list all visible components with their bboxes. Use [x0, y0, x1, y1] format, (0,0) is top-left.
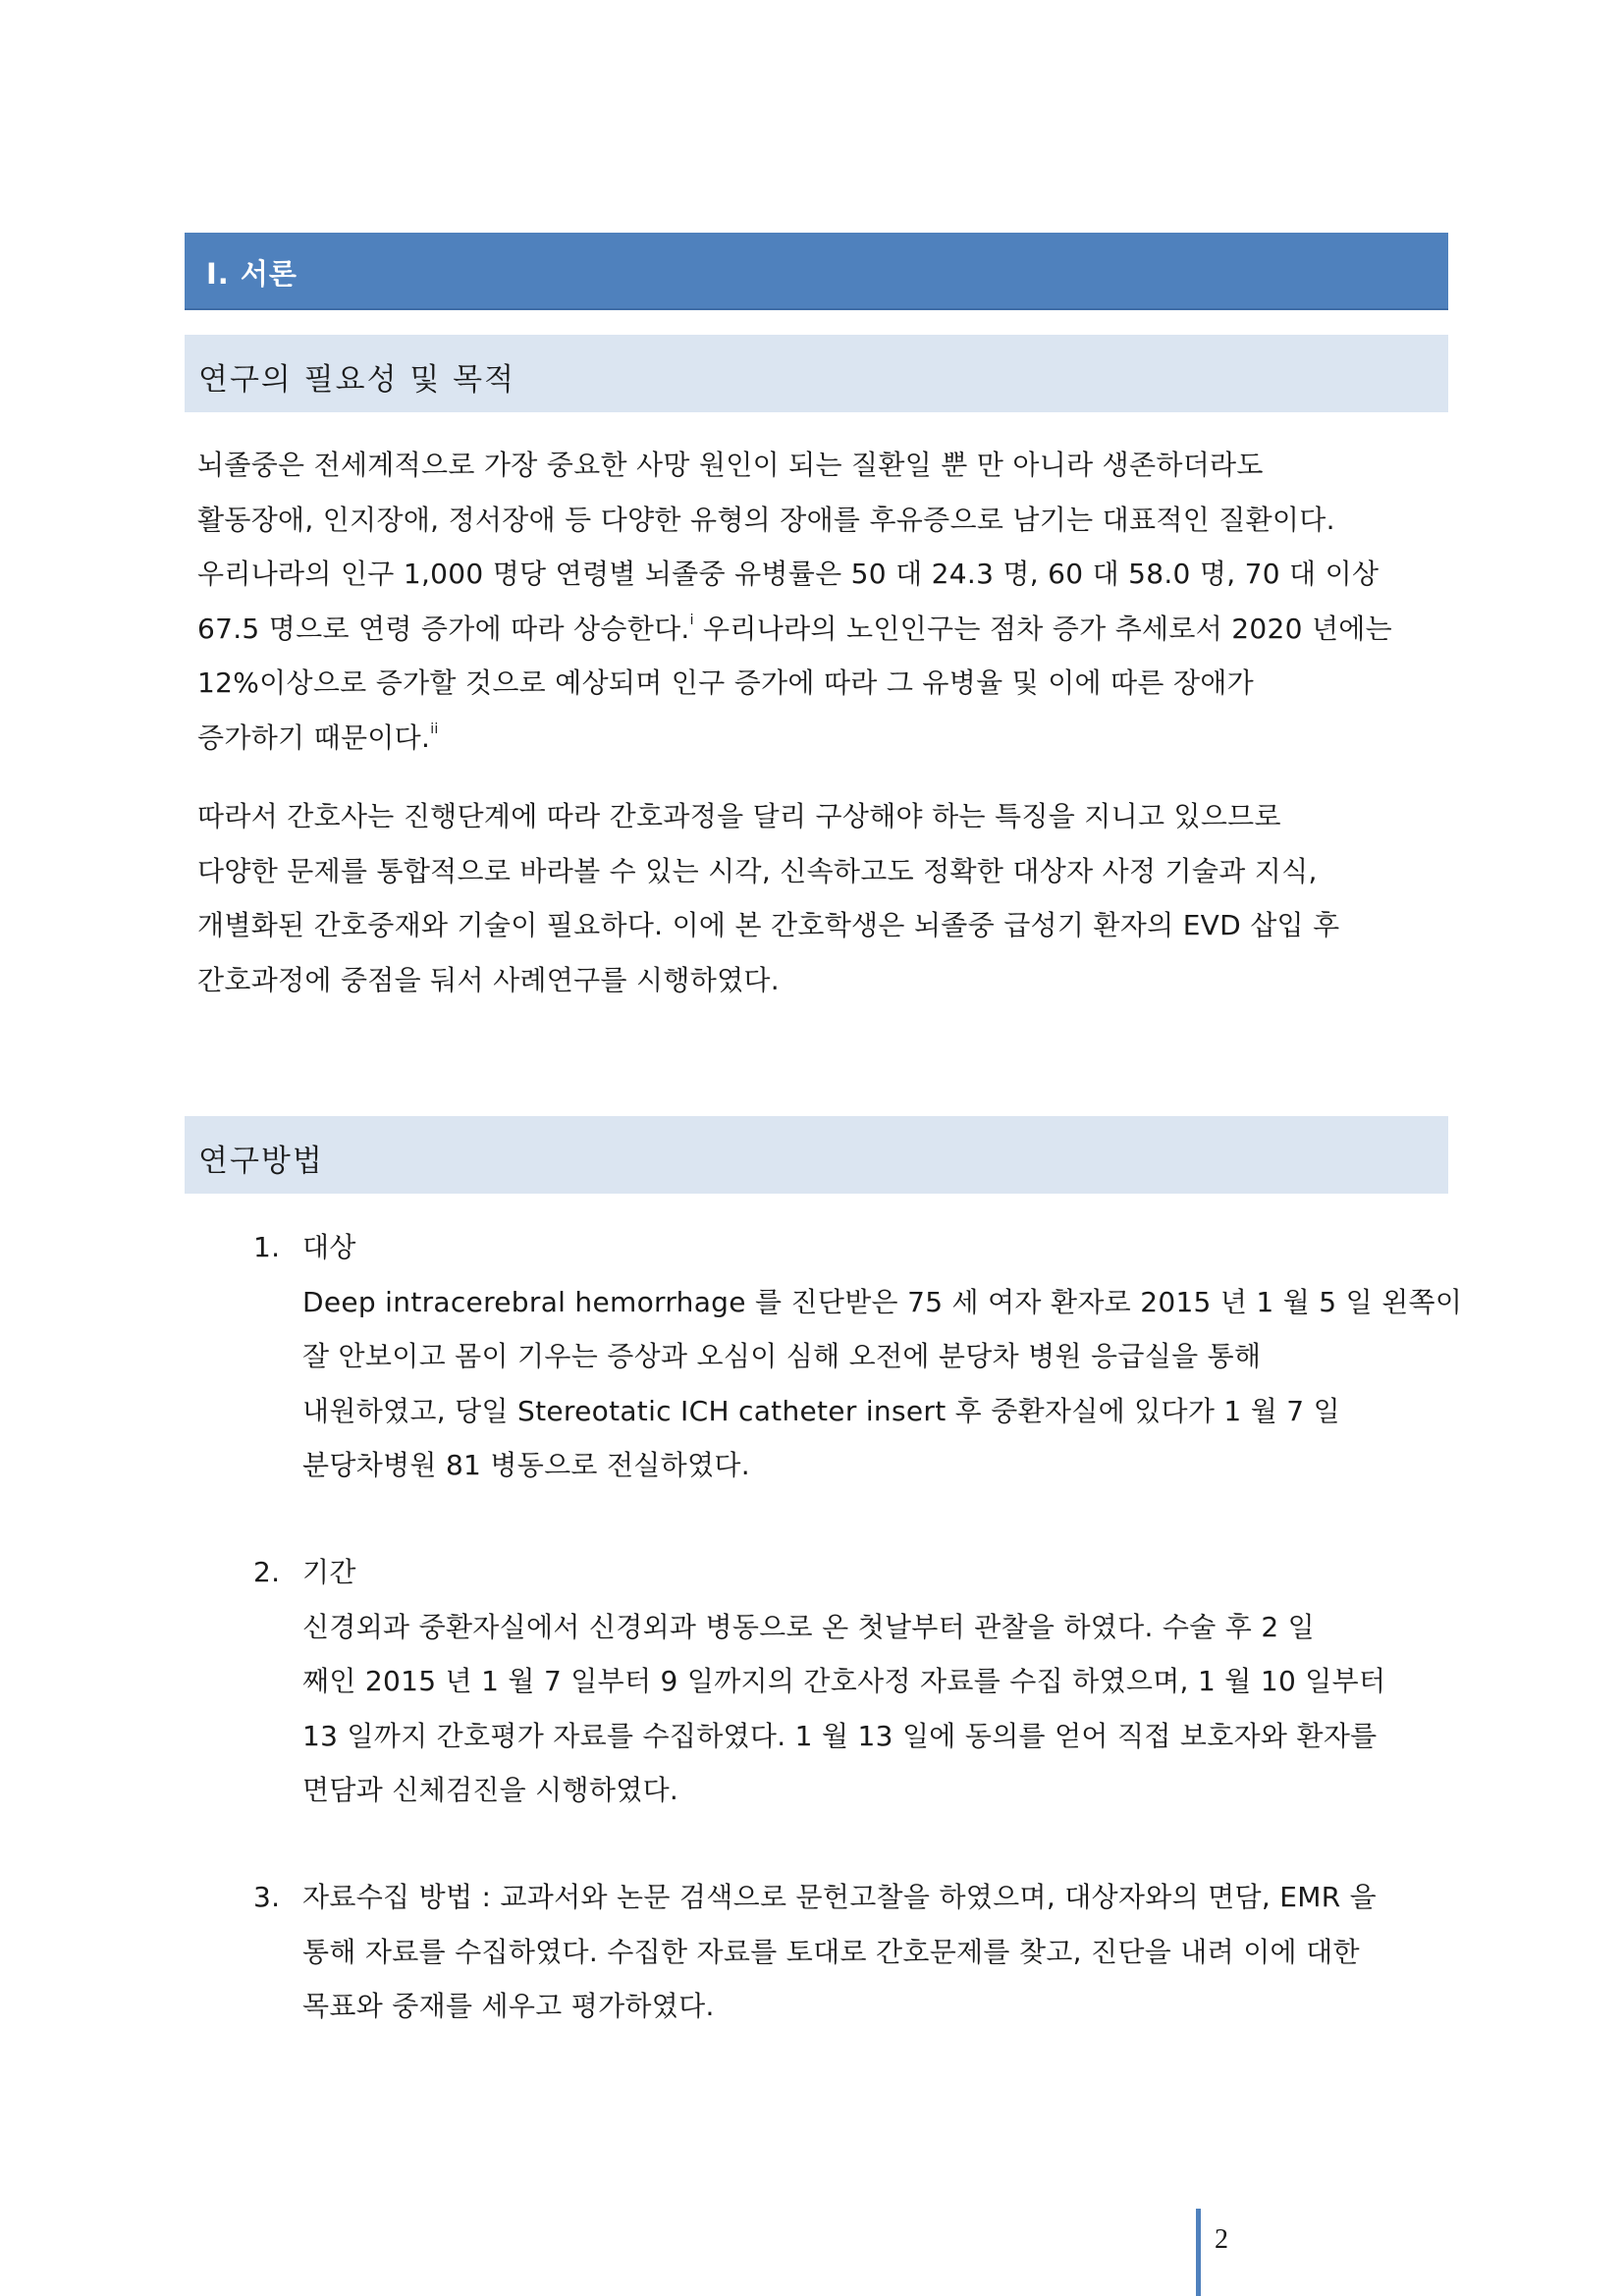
- text-line: 뇌졸중은 전세계적으로 가장 중요한 사망 원인이 되는 질환일 뿐 만 아니라 생존하더라도: [197, 449, 1264, 481]
- text-line: 13 일까지 간호평가 자료를 수집하였다. 1 월 13 일에 동의를 얻어 직접 보호자와 환자를: [302, 1719, 1378, 1752]
- text-line: 활동장애, 인지장애, 정서장애 등 다양한 유형의 장애를 후유증으로 남기는 대표적인 질환이다.: [197, 503, 1335, 536]
- text-line: 자료수집 방법 : 교과서와 논문 검색으로 문헌고찰을 하였으며, 대상자와의 면담, EMR 을: [302, 1881, 1378, 1913]
- text-line: 목표와 중재를 세우고 평가하였다.: [302, 1990, 715, 2022]
- text-line: 잘 안보이고 몸이 기우는 증상과 오심이 심해 오전에 분당차 병원 응급실을 통해: [302, 1340, 1262, 1372]
- text-segment: 67.5 명으로 연령 증가에 따라 상승한다.: [197, 612, 690, 645]
- list-item-body: [302, 1220, 1463, 1493]
- footnote-marker: i: [689, 612, 694, 628]
- text-line: 다양한 문제를 통합적으로 바라볼 수 있는 시각, 신속하고도 정확한 대상자 사정 기술과 지식,: [197, 854, 1318, 887]
- text-segment: 증가하기 때문이다.: [197, 721, 431, 754]
- text-segment: 우리나라의 노인인구는 점차 증가 추세로서 2020 년에는: [693, 612, 1392, 645]
- list-item-heading: 기간: [302, 1556, 356, 1588]
- text-line: 12%이상으로 증가할 것으로 예상되며 인구 증가에 따라 그 유병율 및 이에 따른 장애가: [197, 667, 1255, 699]
- text-line: 면담과 신체검진을 시행하였다.: [302, 1774, 679, 1806]
- chapter-heading-bar: [185, 233, 1448, 310]
- section-title-purpose: 연구의 필요성 및 목적: [198, 362, 516, 398]
- text-line: 통해 자료를 수집하였다. 수집한 자료를 토대로 간호문제를 찾고, 진단을 내려 이에 대한: [302, 1935, 1360, 1968]
- section-heading-purpose: [185, 335, 1448, 412]
- purpose-paragraph-1: [197, 438, 1444, 765]
- list-number: 3.: [253, 1881, 281, 1913]
- footnote-marker: ii: [430, 721, 439, 737]
- section-title-method: 연구방법: [198, 1144, 324, 1179]
- section-heading-method: [185, 1116, 1448, 1194]
- list-number: 1.: [253, 1231, 281, 1263]
- purpose-paragraph-2: [197, 789, 1444, 1007]
- text-line: [197, 711, 1444, 766]
- text-line: 째인 2015 년 1 월 7 일부터 9 일까지의 간호사정 자료를 수집 하였으며, 1 월 10 일부터: [302, 1665, 1386, 1697]
- list-item-heading: 대상: [302, 1231, 356, 1263]
- text-line: [197, 602, 1444, 657]
- list-item-body: [302, 1545, 1451, 1818]
- text-line: 신경외과 중환자실에서 신경외과 병동으로 온 첫날부터 관찰을 하였다. 수술 후 2 일: [302, 1610, 1316, 1643]
- list-number: 2.: [253, 1556, 281, 1588]
- text-line: 개별화된 간호중재와 기술이 필요하다. 이에 본 간호학생은 뇌졸중 급성기 환자의 EVD 삽입 후: [197, 909, 1340, 941]
- text-line: 내원하였고, 당일 Stereotatic ICH catheter insert 후 중환자실에 있다가 1 월 7 일: [302, 1394, 1340, 1427]
- chapter-title: Ⅰ. 서론: [206, 257, 298, 291]
- text-line: 간호과정에 중점을 둬서 사례연구를 시행하였다.: [197, 963, 780, 996]
- page-number: 2: [1215, 2224, 1228, 2255]
- list-item-body: [302, 1870, 1451, 2034]
- text-line: 따라서 간호사는 진행단계에 따라 간호과정을 달리 구상해야 하는 특징을 지니고 있으므로: [197, 800, 1281, 832]
- text-line: Deep intracerebral hemorrhage 를 진단받은 75 세 여자 환자로 2015 년 1 월 5 일 왼쪽이: [302, 1285, 1463, 1318]
- footer-divider: [1196, 2209, 1201, 2296]
- text-line: 우리나라의 인구 1,000 명당 연령별 뇌졸중 유병률은 50 대 24.3 명, 60 대 58.0 명, 70 대 이상: [197, 558, 1380, 590]
- text-line: 분당차병원 81 병동으로 전실하였다.: [302, 1449, 750, 1481]
